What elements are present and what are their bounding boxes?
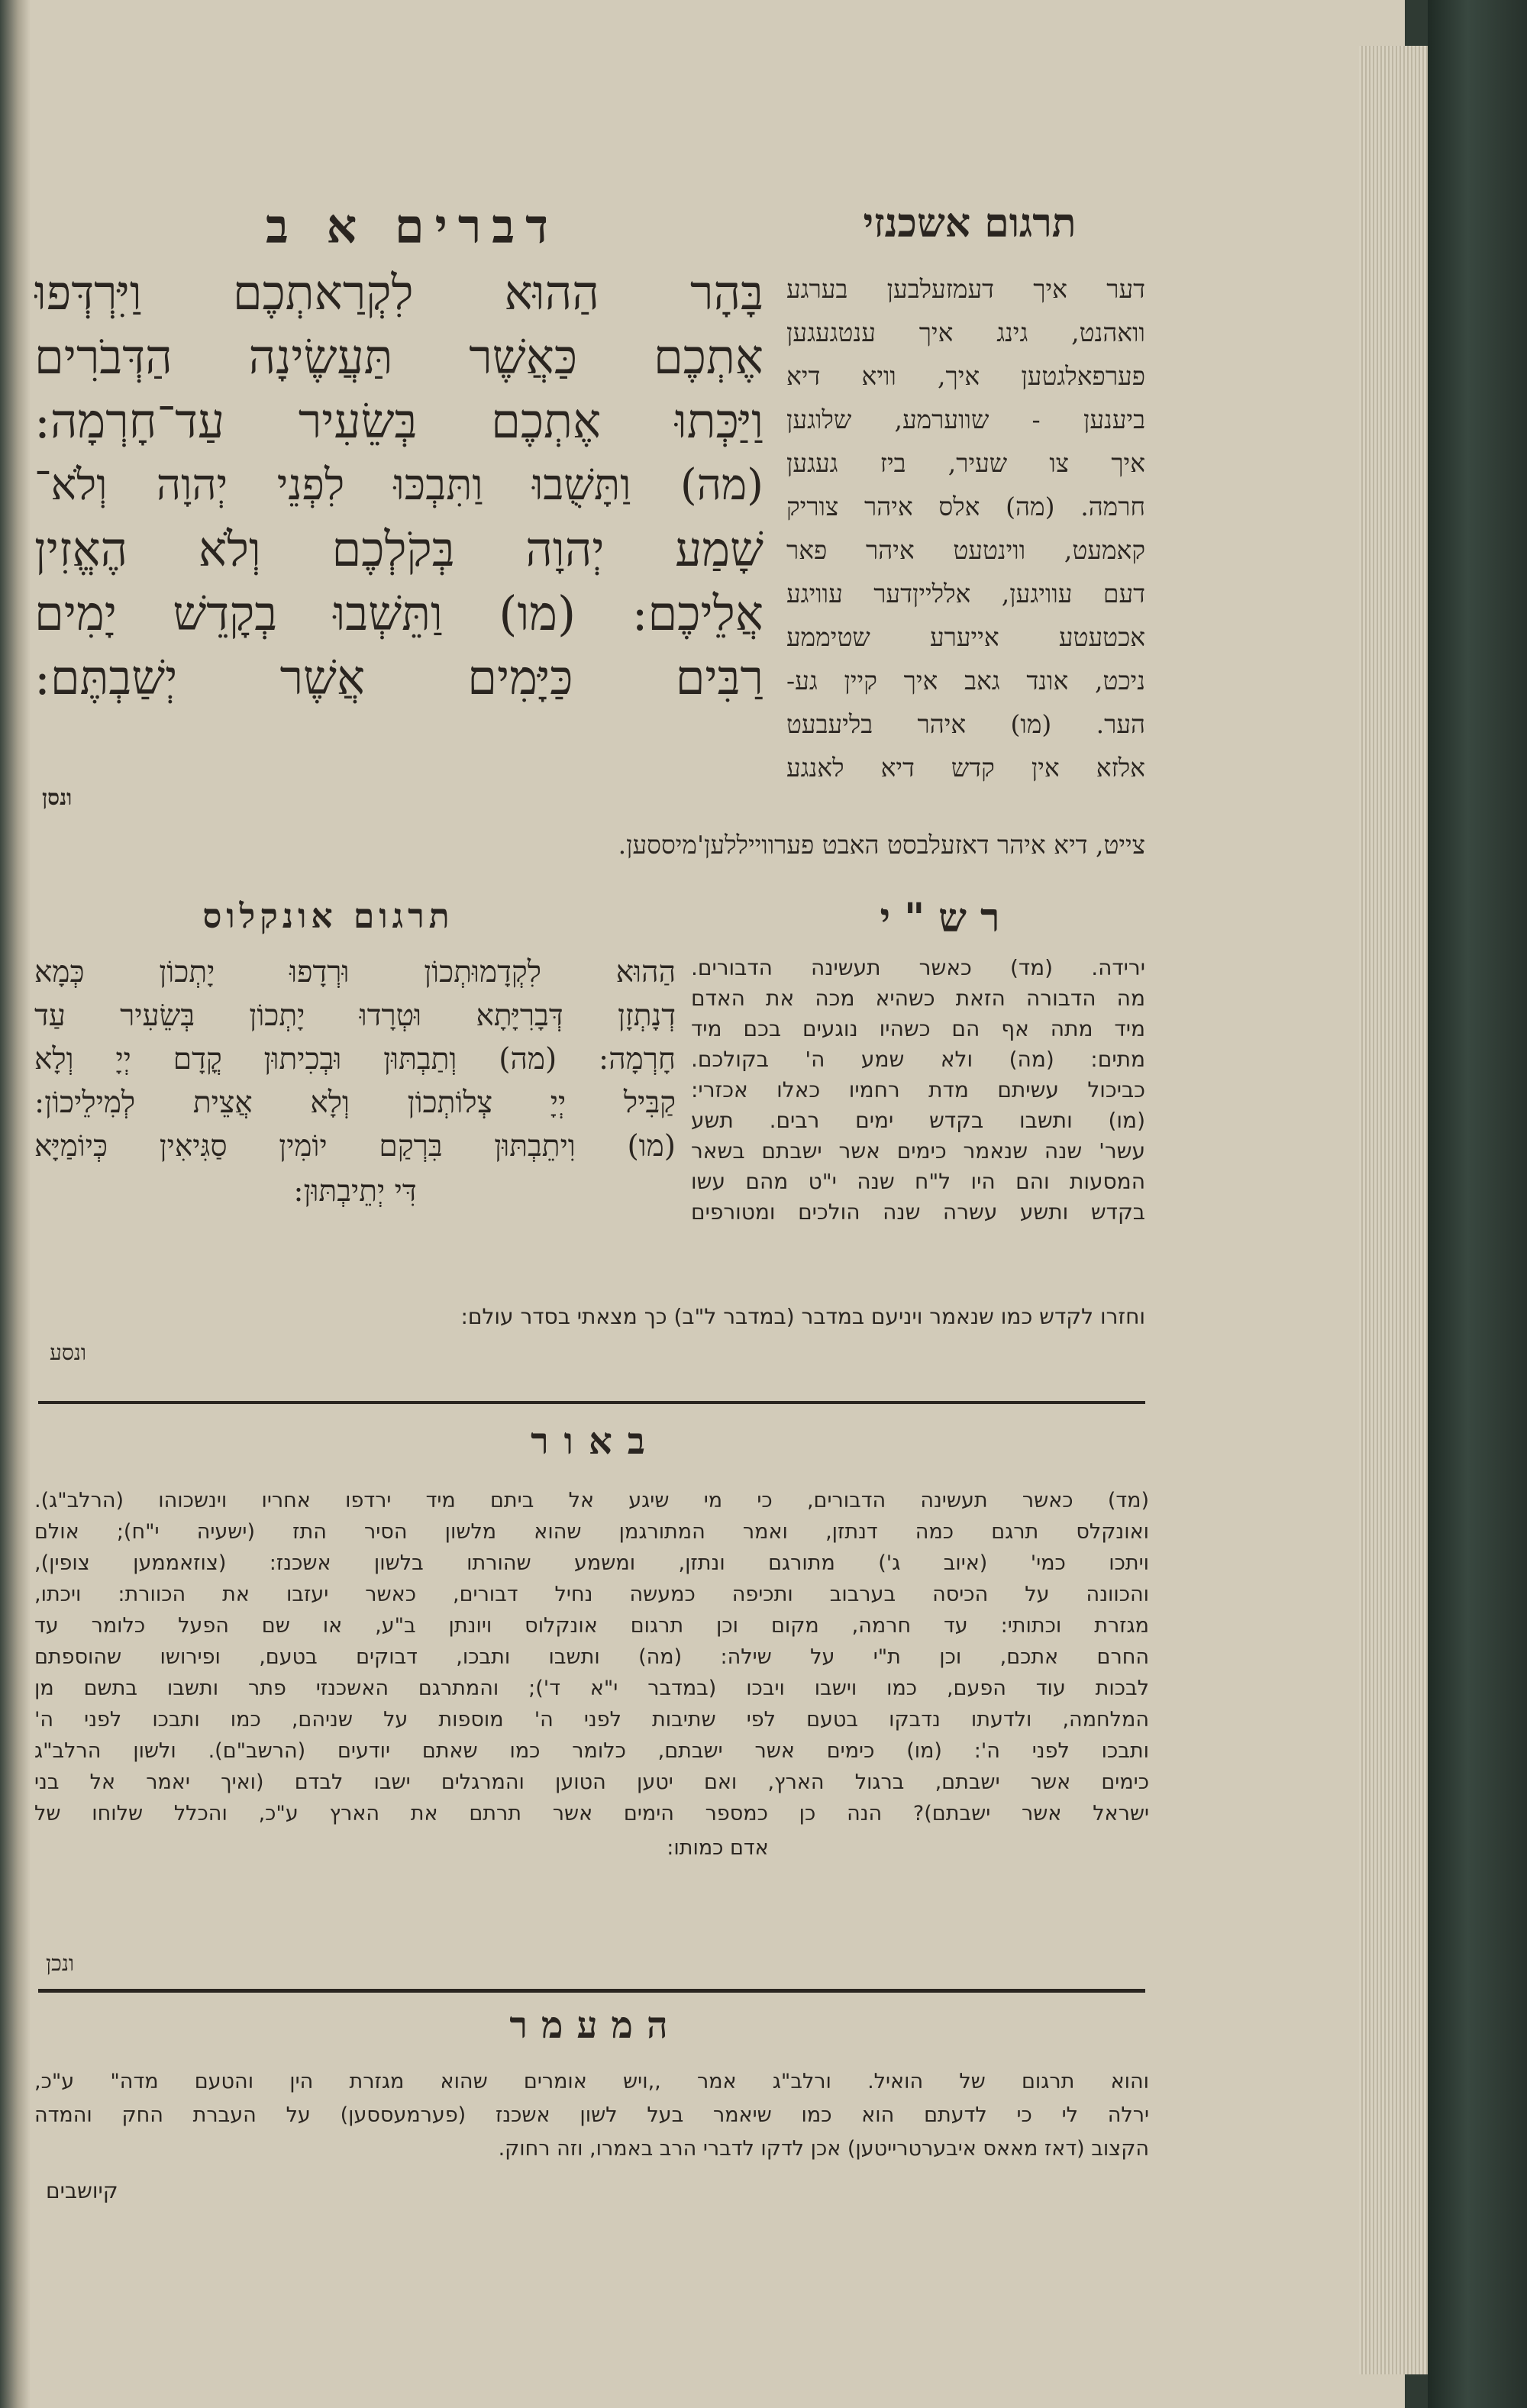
onkelos-line: חָרְמָה: (מה) וְתַבְתּוּן וּבְכִיתוּן קֳדָם יְיָ וְלָא [34, 1042, 676, 1076]
rashi-line: בקדש ותשע עשרה שנה הולכים ומטורפים [691, 1199, 1145, 1225]
biur-line: ויתכו כמי' (איוב ג') מתורגם ונתזן, ומשמע שהורתו בלשון אשכנז: (צוזאממען צופין), [34, 1551, 1149, 1575]
ashkenazi-line: איך צו שעיר, ביז געגען [786, 448, 1145, 478]
ashkenazi-line: חרמה. (מה) אלס איהר צוריק [786, 492, 1145, 521]
onkelos-line: (מו) וִיתֵבְתּוּן בִּרְקַם יוֹמִין סַגִּיאִין כְּיוֹמַיָּא [34, 1129, 676, 1164]
hameamer-line: והוא תרגום של הואיל. ורלב"ג אמר ,,ויש אומרים שהוא מגזרת הין והטעם מדה" ע"כ, [34, 2070, 1149, 2093]
rashi-line: ירידה. (מד) כאשר תעשינה הדבורים. [691, 955, 1145, 980]
biur-text [34, 1485, 1149, 1829]
rashi-line: מיד מתה אף הם כשהיו נוגעים בכם מיד [691, 1016, 1145, 1041]
catchword: ונכן [46, 1951, 75, 1976]
biur-line: (מד) כאשר תעשינה הדבורים, כי מי שיגע אל ביתם מיד ירדפו אחריו וינשכוהו (הרלב"ג). [34, 1489, 1149, 1512]
hameamer-text [34, 2065, 1149, 2132]
biur-line: לבכות עוד הפעם, כמו וישבו ויבכו (במדבר י"א ד'); והמתרגם האשכנזי פתר ותשבו בתשם מן [34, 1677, 1149, 1700]
biur-line: כימים אשר ישבתם, ברגול הארץ, ואם יטען הטוען והמרגלים ישבו לבדם (ואיך יאמר אל בני [34, 1770, 1149, 1794]
torah-line: שָׁמַע יְהוָה בְּקֹלְכֶם וְלֹא הֶאֱזִין [34, 521, 764, 577]
book-cover [1428, 0, 1527, 2408]
rashi-line: (מו) ותשבו בקדש ימים רבים. תשע [691, 1108, 1145, 1133]
biur-line: החרם אתכם, וכן ת"י על שילה: (מה) ותשבו ותבכו, דבוקים בטעם, ופירושו שהוספתם [34, 1645, 1149, 1669]
rashi-line: עשר' שנה שנאמר כימים אשר ישבתם בשאר [691, 1138, 1145, 1164]
ashkenazi-line: פערפאלגטען איך, וויא דיא [786, 361, 1145, 391]
devarim-header: דברים א ב [266, 199, 559, 254]
catchword: ונסע [50, 1340, 87, 1365]
biur-line: מגזרת וכתותי: עד חרמה, מקום וכן תרגום אונקלוס ויונתן ב"ע, או שם הפעל כלומר עד [34, 1614, 1149, 1638]
ashkenazi-line: דער איך דעמזעלבען בערגע [786, 274, 1145, 304]
rashi-last-line: וחזרו לקדש כמו שנאמר ויניעם במדבר (במדבר ל"ב) כך מצאתי בסדר עולם: [460, 1304, 1145, 1329]
ashkenazi-last-line: צייט, דיא איהר דאזעלבסט האבט פערווייללען'מיססען. [618, 830, 1145, 860]
torah-line: בָּהָר הַהוּא לִקְרַאתְכֶם וַיִּרְדְּפוּ [34, 265, 764, 321]
rashi-line: כביכול עשיתם מדת רחמיו כאלו אכזרי: [691, 1077, 1145, 1102]
torah-line: וַיַּכְּתוּ אֶתְכֶם בְּשֵׂעִיר עַד־חָרְמָה: [34, 393, 764, 449]
catchword: קיושבים [46, 2178, 118, 2203]
biur-line: ואונקלס תרגם כמה דנתזן, ואמר המתורגמן שהוא מלשון הסיר התז (ישעיה י"ח); אולם [34, 1520, 1149, 1544]
section-divider [38, 1989, 1145, 1993]
onkelos-line: קַבִּיל יְיָ צְלוֹתְכוֹן וְלָא אֲצֵית לְמִילֵיכוֹן: [34, 1086, 676, 1120]
rashi-line: מה הדבורה הזאת כשהיא מכה את האדם [691, 986, 1145, 1011]
targum-ashkenazi-text [786, 267, 1145, 789]
rashi-line: המסעות והם היו ל"ח שנה י"ט מהם עשו [691, 1169, 1145, 1194]
biur-last-line: אדם כמותו: [667, 1836, 769, 1860]
ashkenazi-line: וואהנט, גינג איך ענטגעגען [786, 318, 1145, 347]
rashi-line: מתים: (מה) ולא שמע ה' בקולכם. [691, 1047, 1145, 1072]
torah-text [34, 261, 764, 710]
ashkenazi-line: ביענען - שווערמע, שלוגען [786, 405, 1145, 434]
torah-line: רַבִּים כַּיָּמִים אֲשֶׁר יְשַׁבְתֶּם: [34, 650, 764, 705]
ashkenazi-line: ניכט, אונד גאב איך קיין גע- [786, 666, 1145, 696]
ashkenazi-line: קאמעט, ווינטעט איהר פאר [786, 535, 1145, 565]
rashi-header: רש"י [880, 895, 1014, 941]
page-edges [1359, 46, 1428, 2374]
hameamer-last-line: הקצוב (דאז מאאס איבערטרייטען) אכן לדקו לדברי הרב באמרו, וזה רחוק. [498, 2137, 1149, 2161]
targum-onkelos-header: תרגום אונקלוס [202, 897, 454, 936]
catchword: ונסן [42, 785, 73, 810]
torah-line: אֲלֵיכֶם: (מו) וַתֵּשְׁבוּ בְקָדֵשׁ יָמִים [34, 586, 764, 641]
torah-line: (מה) וַתָּשֻׁבוּ וַתִּבְכּוּ לִפְנֵי יְהוָה וְלֹא־ [34, 460, 764, 510]
hameamer-line: ירלה לי כי לדעתם הוא כמו שיאמר בעל לשון אשכנז (פערמעססען) על העברת החק והמדה [34, 2103, 1149, 2127]
biur-header: באור [531, 1420, 660, 1463]
hameamer-header: המעמר [509, 2004, 682, 2047]
biur-line: המלחמה, ולדעתו נדבקו בטעם לפי שתיבות לפני ה' מוספות על שניהם, כמו ותבכו לפני ה' [34, 1708, 1149, 1732]
torah-line: אֶתְכֶם כַּאֲשֶׁר תַּעֲשֶׂינָה הַדְּבֹרִים [34, 329, 764, 385]
onkelos-line: הַהוּא לִקְדָמוּתְכוֹן וּרְדָפוּ יָתְכוֹן כְּמָא [34, 955, 676, 989]
onkelos-last-line: דִּי יְתֵיבְתּוּן: [293, 1174, 417, 1209]
section-divider [38, 1401, 1145, 1404]
rashi-text [691, 953, 1145, 1228]
onkelos-line: דְנָתְזָן דְּבָרִיָּתָא וּטְרָדוּ יָתְכוֹן בְּשֵׂעִיר עַד [34, 999, 676, 1033]
ashkenazi-line: אלזא אין קדש דיא לאנגע [786, 753, 1145, 783]
biur-line: והכוונה על הכיסה בערבוב ותכיפה כמעשה נחיל דבורים, כאשר יעזבו את הכוורת: ויכתו, [34, 1583, 1149, 1606]
ashkenazi-line: אכטעטע אייערע שטיממע [786, 622, 1145, 652]
targum-onkelos-text [34, 951, 676, 1168]
ashkenazi-line: הער. (מו) איהר בליעבעט [786, 709, 1145, 739]
ashkenazi-line: דעם עוויגען, אללייןדער עוויגע [786, 579, 1145, 608]
targum-ashkenazi-header: תרגום אשכנזי [863, 200, 1077, 247]
biur-line: ישראל אשר ישבתם)? הנה כן כמספר הימים אשר תרתם את הארץ ע"כ, והכלל שלוחו של [34, 1802, 1149, 1825]
biur-line: ותבכו לפני ה': (מו) כימים אשר ישבתם, כלומר כמו שאתם יודעים (הרשב"ם). ולשון הרלב"ג [34, 1739, 1149, 1763]
